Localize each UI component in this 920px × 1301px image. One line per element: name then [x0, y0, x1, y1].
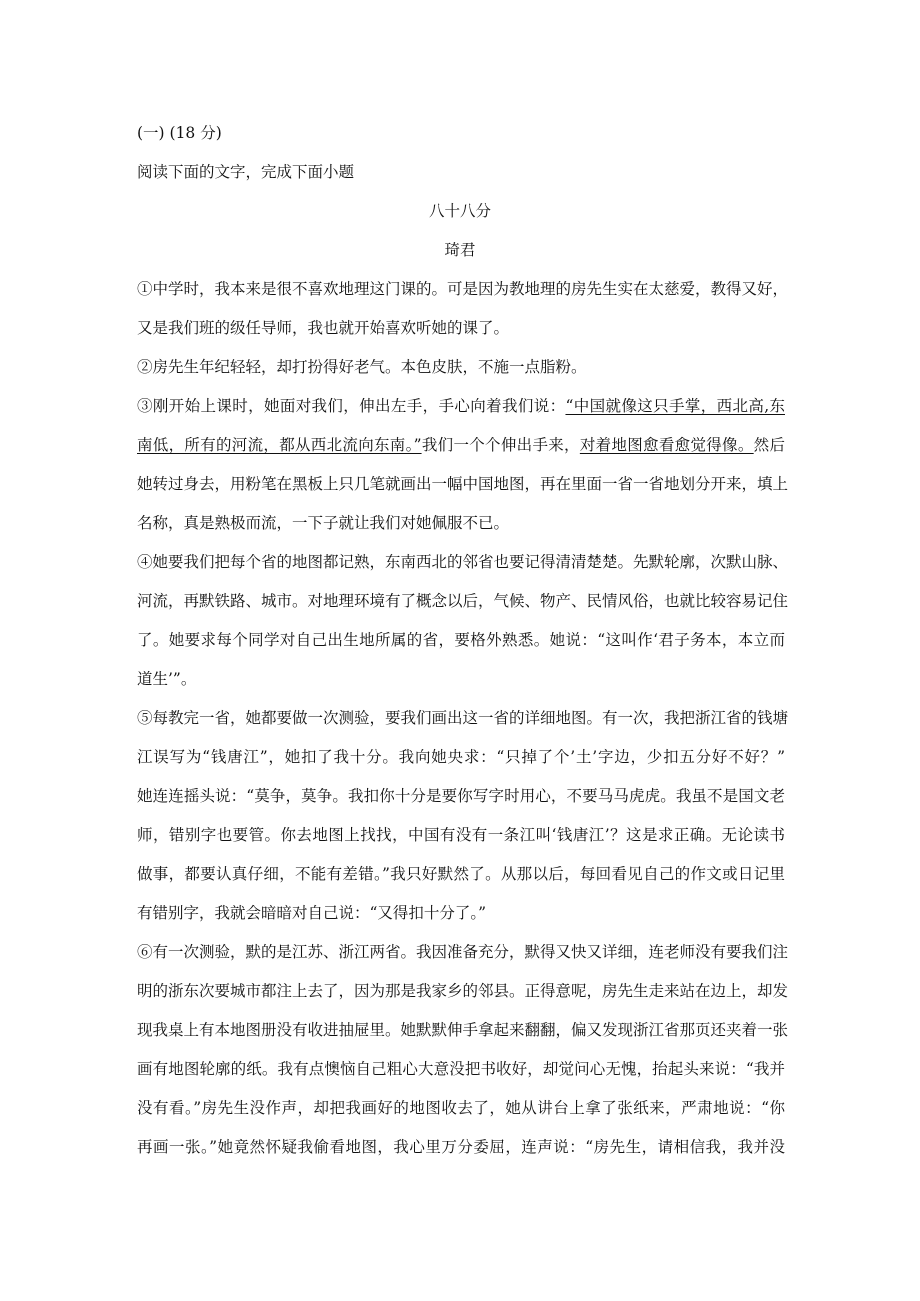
paragraph-5-line-5: 做事，都要认真仔细，不能有差错。”我只好默然了。从那以后，每回看见自己的作文或日记里	[137, 865, 785, 883]
article-author: 琦君	[444, 241, 476, 259]
paragraph-1-line-1: ①中学时，我本来是很不喜欢地理这门课的。可是因为教地理的房先生实在太慈爱，教得又好，	[137, 280, 789, 298]
paragraph-5-line-1: ⑤每教完一省，她都要做一次测验，要我们画出这一省的详细地图。有一次，我把浙江省的钱塘	[137, 709, 789, 727]
paragraph-4-line-4: 道生’”。	[137, 670, 197, 688]
paragraph-3-text: ③刚开始上课时，她面对我们，伸出左手，手心向着我们说：	[137, 397, 566, 415]
paragraph-3-line-2	[137, 435, 785, 455]
paragraph-3-line-4: 名称，真是熟极而流，一下子就让我们对她佩服不已。	[137, 514, 510, 532]
paragraph-4-line-1: ④她要我们把每个省的地图都记熟，东南西北的邻省也要记得清清楚楚。先默轮廓，次默山脉、	[137, 553, 789, 571]
paragraph-1-line-2: 又是我们班的级任导师，我也就开始喜欢听她的课了。	[137, 319, 510, 337]
paragraph-3-line-3: 她转过身去，用粉笔在黑板上只几笔就画出一幅中国地图，再在里面一省一省地划分开来，填上	[137, 475, 789, 493]
paragraph-6-line-5: 没有看。”房先生没作声，却把我画好的地图收去了，她从讲台上拿了张纸来，严肃地说：“你	[137, 1099, 785, 1117]
underlined-quote: “中国就像这只手掌，西北高,东	[565, 397, 785, 415]
paragraph-4-line-2: 河流，再默铁路、城市。对地理环境有了概念以后，气候、物产、民情风俗，也就比较容易记住	[137, 592, 789, 610]
paragraph-6-line-6: 再画一张。”她竟然怀疑我偷看地图，我心里万分委屈，连声说：“房先生，请相信我，我并没	[137, 1138, 785, 1156]
instruction-text: 阅读下面的文字，完成下面小题	[137, 163, 355, 181]
underlined-quote-end: 南低，所有的河流，都从西北流向东南。”	[137, 436, 422, 454]
underlined-phrase: 对着地图愈看愈觉得像。	[579, 436, 754, 454]
section-header: (一) (18 分)	[137, 124, 222, 142]
paragraph-4-line-3: 了。她要求每个同学对自己出生地所属的省，要格外熟悉。她说：“这叫作‘君子务本，本立而	[137, 631, 785, 649]
paragraph-3-text: 然后	[753, 436, 785, 454]
paragraph-5-line-2: 江误写为“钱唐江”，她扣了我十分。我向她央求：“只掉了个’土’字边，少扣五分好不好？”	[137, 748, 785, 766]
paragraph-3-text: 我们一个个伸出手来，	[421, 436, 580, 454]
paragraph-6-line-2: 明的浙东次要城市都注上去了，因为那是我家乡的邻县。正得意呢，房先生走来站在边上，却发	[137, 982, 789, 1000]
paragraph-6-line-1: ⑥有一次测验，默的是江苏、浙江两省。我因准备充分，默得又快又详细，连老师没有要我们注	[137, 943, 789, 961]
article-title: 八十八分	[428, 202, 491, 220]
paragraph-5-line-4: 师，错别字也要管。你去地图上找找，中国有没有一条江叫‘钱唐江’？这是求正确。无论读书	[137, 826, 785, 844]
paragraph-2-line-1: ②房先生年纪轻轻，却打扮得好老气。本色皮肤，不施一点脂粉。	[137, 358, 587, 376]
paragraph-5-line-3: 她连连摇头说：“莫争，莫争。我扣你十分是要你写字时用心，不要马马虎虎。我虽不是国文老	[137, 787, 785, 805]
paragraph-3-line-1	[137, 396, 785, 416]
paragraph-6-line-3: 现我桌上有本地图册没有收进抽屉里。她默默伸手拿起来翻翻，偏又发现浙江省那页还夹着一张	[137, 1021, 789, 1039]
paragraph-6-line-4: 画有地图轮廓的纸。我有点懊恼自己粗心大意没把书收好，却觉问心无愧，抬起头来说：“我并	[137, 1060, 785, 1078]
paragraph-5-line-6: 有错别字，我就会暗暗对自己说：“又得扣十分了。”	[137, 904, 487, 922]
